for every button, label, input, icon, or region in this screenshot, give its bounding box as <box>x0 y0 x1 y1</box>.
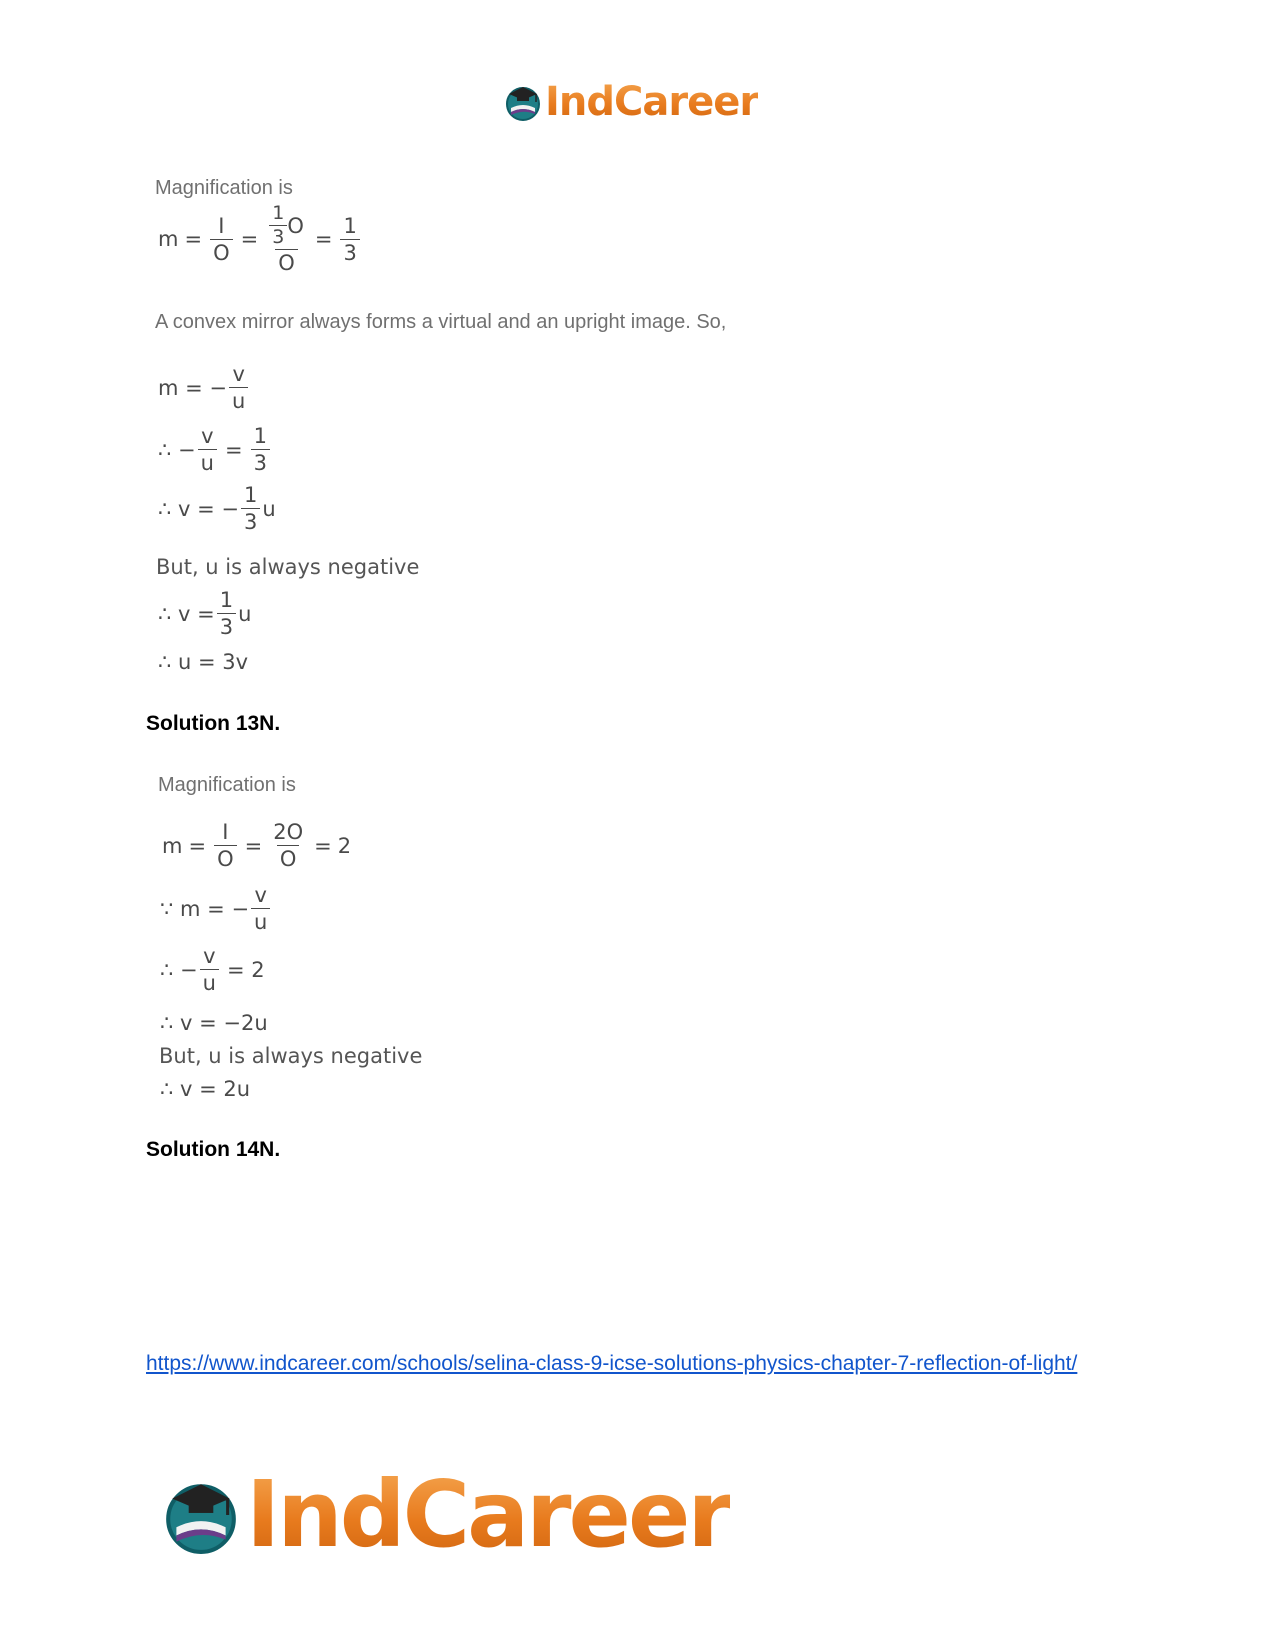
equation-u-3v: ∴ u = 3v <box>158 650 249 674</box>
equation-ratio-2: ∴ − $\frac{v}{u}$ = 2 <box>160 944 265 995</box>
equation-v-neg-third-u: ∴ v = − $\frac{1}{3}$ u <box>158 483 276 534</box>
equation-magnification-13: m = $\frac{I}{O}$ = $\frac{2O}{O}$ = 2 <box>162 820 352 871</box>
equation-v-neg-2u: ∴ v = −2u <box>160 1011 268 1035</box>
magnification-label: Magnification is <box>155 177 293 199</box>
equation-magnification-12: m = $\frac{I}{O}$ = $\frac{1}{3}$ O O = $\frac{1}{3}$ <box>158 203 362 275</box>
solution-14-heading: Solution 14N. <box>146 1138 281 1161</box>
u-negative-note: But, u is always negative <box>156 555 420 579</box>
source-url-link[interactable]: https://www.indcareer.com/schools/selina-class-9-icse-solutions-physics-chapter-7-reflection-of-light/ <box>146 1352 1078 1375</box>
graduation-cap-globe-book-icon <box>160 1474 242 1556</box>
magnification-label-13: Magnification is <box>158 774 296 796</box>
convex-mirror-note: A convex mirror always forms a virtual and an upright image. So, <box>155 311 727 333</box>
brand-name-large: IndCareer <box>246 1461 730 1568</box>
equation-ratio-third: ∴ − $\frac{v}{u}$ = $\frac{1}{3}$ <box>158 424 272 475</box>
u-negative-note-13: But, u is always negative <box>159 1044 423 1068</box>
footer-logo <box>160 1461 730 1568</box>
solution-13-heading: Solution 13N. <box>146 712 281 735</box>
header-logo <box>503 78 758 126</box>
equation-v-2u: ∴ v = 2u <box>160 1077 251 1101</box>
equation-m-v-u: m = − $\frac{v}{u}$ <box>158 362 250 413</box>
graduation-cap-globe-book-icon <box>503 82 543 122</box>
equation-since-m: ∵ m = − $\frac{v}{u}$ <box>160 883 272 934</box>
equation-v-third-u: ∴ v = $\frac{1}{3}$ u <box>158 588 252 639</box>
brand-name: IndCareer <box>545 79 759 125</box>
